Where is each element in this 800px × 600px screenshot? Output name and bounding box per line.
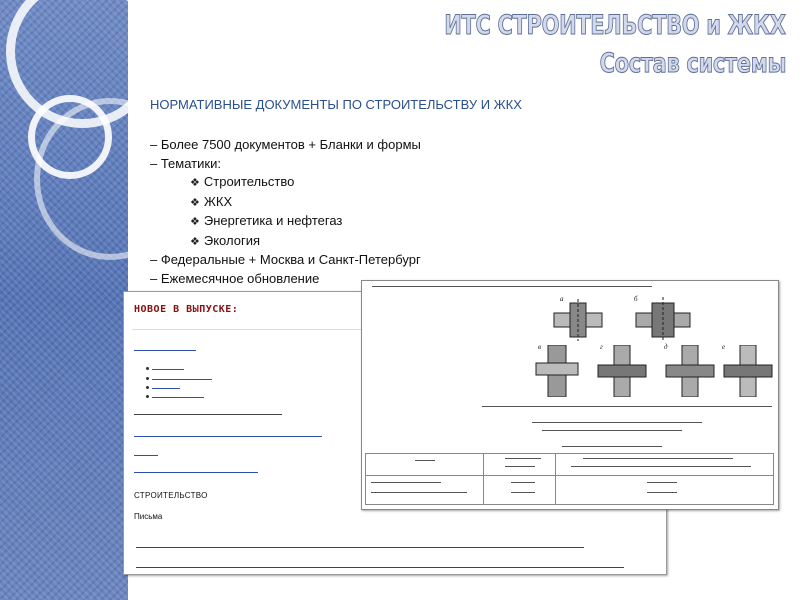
pipe-joint-drawing: [532, 345, 582, 397]
blurred-text: [136, 562, 624, 568]
blurred-text: [371, 479, 441, 483]
blurred-link[interactable]: [134, 450, 158, 456]
data-table: [365, 441, 774, 505]
whats-new-heading: НОВОЕ В ВЫПУСКЕ:: [134, 304, 239, 315]
blurred-text: [647, 489, 677, 493]
figure-label: в: [538, 343, 542, 351]
list-bullet: [146, 395, 149, 398]
blurred-text: [583, 455, 733, 459]
section-label: СТРОИТЕЛЬСТВО: [134, 491, 208, 500]
blurred-text: [482, 403, 772, 407]
figure-label: б: [634, 295, 638, 303]
blurred-link[interactable]: [134, 431, 322, 437]
blurred-link[interactable]: [134, 345, 196, 351]
blurred-text: [647, 479, 677, 483]
subsection-label: Письма: [134, 512, 163, 521]
diamond-bullet-icon: ❖: [190, 235, 200, 248]
blurred-text: [571, 463, 751, 467]
pipe-joint-drawing: [592, 345, 652, 397]
blurred-text: [511, 479, 535, 483]
blurred-text: [371, 489, 467, 493]
bullet-list: [150, 136, 421, 288]
blurred-link[interactable]: [152, 374, 212, 380]
figure-label: а: [560, 295, 564, 303]
list-item: – Федеральные + Москва и Санкт-Петербург: [150, 252, 421, 267]
list-item: ❖ ЖКХ: [190, 193, 233, 209]
blurred-text: [136, 542, 584, 548]
list-item: – Тематики:: [150, 155, 221, 171]
diamond-bullet-icon: ❖: [190, 196, 200, 209]
table-column-divider: [483, 453, 484, 505]
list-bullet: [146, 386, 149, 389]
flange-drawing: [632, 297, 694, 341]
list-item: – Ежемесячное обновление: [150, 270, 320, 286]
figure-label: е: [722, 343, 726, 351]
slide-subtitle: Состав системы: [599, 48, 786, 79]
blurred-text: [505, 455, 541, 459]
blurred-text: [415, 457, 435, 461]
list-item: ❖ Экология: [190, 232, 261, 248]
list-bullet: [146, 377, 149, 380]
list-item: – Более 7500 документов + Бланки и формы: [150, 137, 421, 152]
blurred-text: [372, 283, 652, 287]
blurred-text: [542, 427, 682, 431]
blurred-text: [532, 419, 702, 423]
blurred-text: [134, 409, 282, 415]
list-item: ❖ Энергетика и нефтегаз: [190, 213, 343, 228]
diamond-bullet-icon: ❖: [190, 177, 200, 189]
flange-drawing: [548, 299, 608, 341]
list-item: ❖ Строительство: [190, 174, 295, 189]
pipe-joint-drawing: [662, 345, 718, 397]
blurred-link[interactable]: [152, 383, 180, 389]
blurred-text: [511, 489, 535, 493]
section-header: НОРМАТИВНЫЕ ДОКУМЕНТЫ ПО СТРОИТЕЛЬСТВУ И ЖКХ: [150, 97, 522, 112]
technical-document-screenshot: [361, 280, 779, 510]
figure-label: д: [664, 343, 668, 351]
table-column-divider: [555, 453, 556, 505]
blurred-link[interactable]: [152, 364, 184, 370]
blurred-link[interactable]: [134, 467, 258, 473]
blurred-link[interactable]: [152, 392, 204, 398]
slide-title: ИТС СТРОИТЕЛЬСТВО и ЖКХ: [444, 10, 786, 41]
list-bullet: [146, 367, 149, 370]
table-row-divider: [365, 475, 774, 476]
decorative-side-band: [0, 0, 128, 600]
pipe-joint-drawing: [720, 345, 776, 397]
diamond-bullet-icon: ❖: [190, 216, 200, 228]
blurred-text: [505, 463, 535, 467]
figure-label: г: [600, 343, 603, 351]
